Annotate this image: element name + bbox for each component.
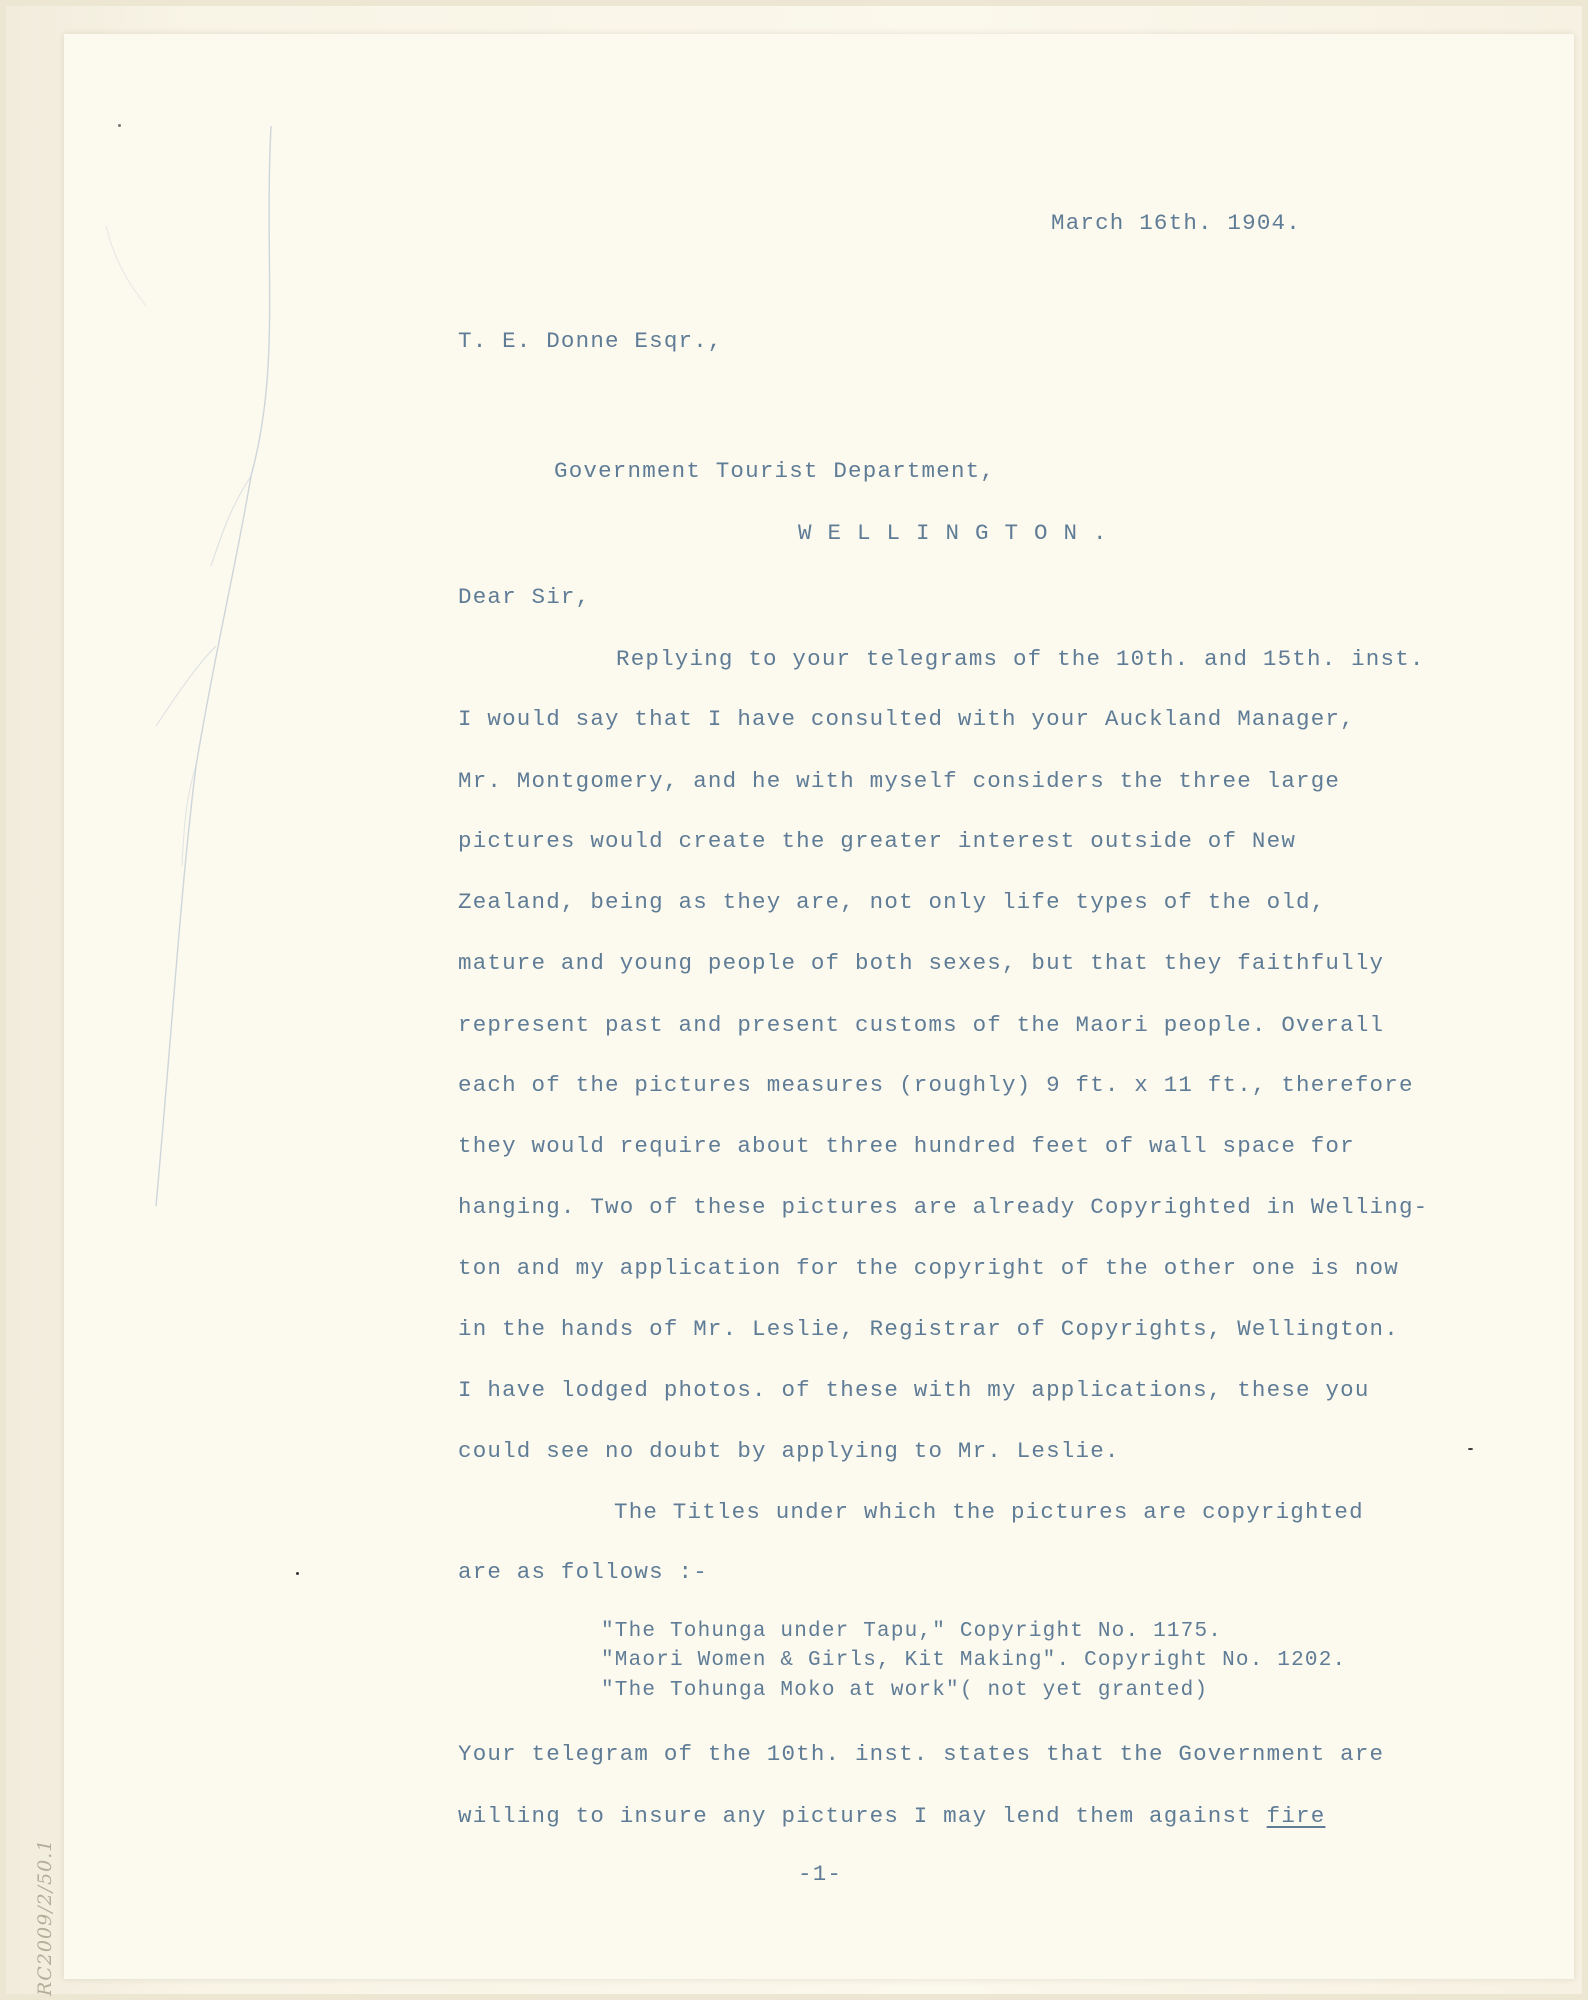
- body-line: I have lodged photos. of these with my applications, these you: [458, 1377, 1370, 1403]
- closing-line-with-fire: [458, 1803, 1325, 1829]
- body-line: The Titles under which the pictures are copyrighted: [614, 1499, 1364, 1525]
- body-line: Zealand, being as they are, not only life types of the old,: [458, 889, 1326, 915]
- closing-line: Your telegram of the 10th. inst. states that the Government are: [458, 1741, 1385, 1767]
- body-line: Replying to your telegrams of the 10th. and 15th. inst.: [616, 646, 1425, 672]
- salutation: Dear Sir,: [458, 584, 591, 610]
- recipient-city: WELLINGTON.: [798, 520, 1123, 546]
- paper-crease-marks: [6, 6, 336, 1406]
- list-item: "The Tohunga Moko at work"( not yet granted): [601, 1679, 1209, 1702]
- paper-speck: [1468, 1448, 1473, 1450]
- body-line: mature and young people of both sexes, but that they faithfully: [458, 950, 1385, 976]
- body-line: could see no doubt by applying to Mr. Leslie.: [458, 1438, 1120, 1464]
- letter-date: March 16th. 1904.: [1051, 210, 1301, 236]
- list-item: "Maori Women & Girls, Kit Making". Copyright No. 1202.: [601, 1649, 1347, 1672]
- recipient-department: Government Tourist Department,: [554, 458, 996, 484]
- archive-reference: RC2009/2/50.1: [34, 1838, 56, 1996]
- body-line: I would say that I have consulted with your Auckland Manager,: [458, 706, 1355, 732]
- body-line: each of the pictures measures (roughly) 9 ft. x 11 ft., therefore: [458, 1072, 1414, 1098]
- body-line: they would require about three hundred feet of wall space for: [458, 1133, 1355, 1159]
- body-line: pictures would create the greater interest outside of New: [458, 828, 1297, 854]
- underlined-word: fire: [1266, 1803, 1326, 1829]
- paper-speck: [118, 124, 121, 127]
- body-line: are as follows :-: [458, 1559, 708, 1585]
- recipient-name: T. E. Donne Esqr.,: [458, 328, 723, 354]
- page-number: -1-: [798, 1861, 843, 1887]
- body-line: represent past and present customs of the Maori people. Overall: [458, 1012, 1385, 1038]
- body-line: ton and my application for the copyright of the other one is now: [458, 1255, 1399, 1281]
- closing-line-text: willing to insure any pictures I may lend them against: [458, 1803, 1252, 1829]
- paper-speck: [296, 1572, 299, 1575]
- body-line: Mr. Montgomery, and he with myself considers the three large: [458, 768, 1341, 794]
- body-line: hanging. Two of these pictures are already Copyrighted in Welling-: [458, 1194, 1429, 1220]
- list-item: "The Tohunga under Tapu," Copyright No. 1175.: [601, 1620, 1223, 1643]
- body-line: in the hands of Mr. Leslie, Registrar of Copyrights, Wellington.: [458, 1316, 1399, 1342]
